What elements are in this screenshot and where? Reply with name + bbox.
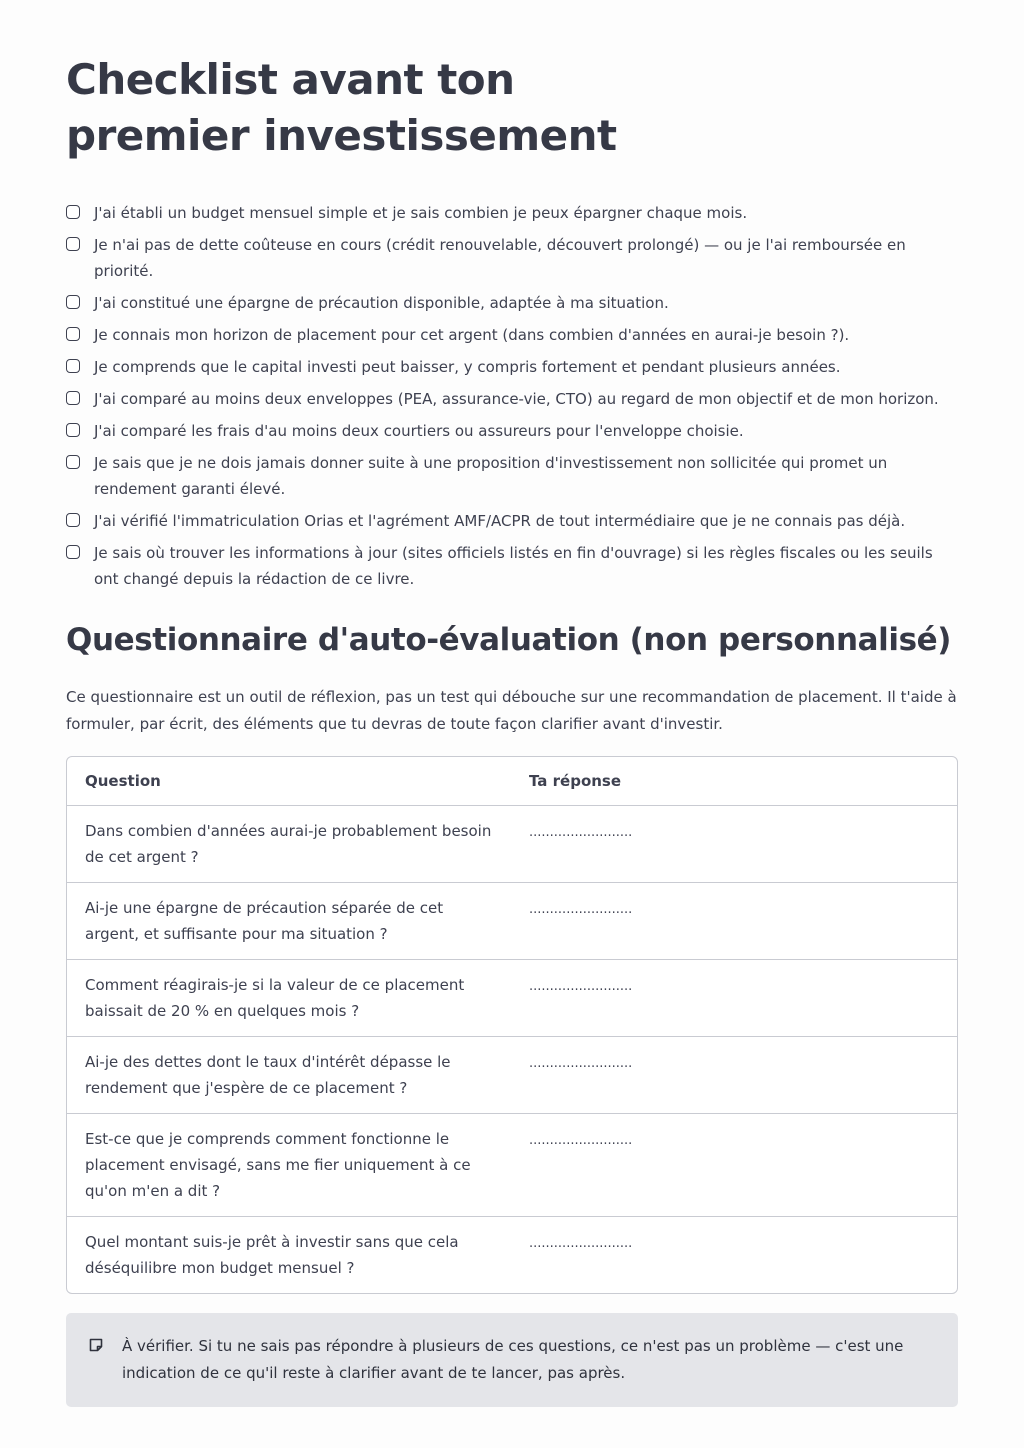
table-row [67, 883, 957, 960]
answer-cell [511, 1037, 957, 1114]
checklist-item [66, 200, 958, 226]
checkbox[interactable] [66, 423, 80, 437]
table-row [67, 806, 957, 883]
checklist-item-label: J'ai comparé les frais d'au moins deux courtiers ou assureurs pour l'enveloppe choisie. [94, 422, 744, 440]
checklist-item [66, 450, 958, 502]
checklist-item-label: J'ai constitué une épargne de précaution disponible, adaptée à ma situation. [94, 294, 669, 312]
table-row [67, 1037, 957, 1114]
page-title: Checklist avant ton premier investissement [66, 55, 617, 160]
checklist-item-label: Je comprends que le capital investi peut baisser, y compris fortement et pendant plusieurs années. [94, 358, 841, 376]
questionnaire-table [66, 756, 958, 1294]
table-row [67, 960, 957, 1037]
checklist-item [66, 540, 958, 592]
note-text: À vérifier. Si tu ne sais pas répondre à plusieurs de ces questions, ce n'est pas un problème — c'est une indication de ce qu'il reste à clarifier avant de te lancer, pas après. [122, 1337, 904, 1382]
table-row [67, 1114, 957, 1217]
checklist-item [66, 386, 958, 412]
answer-cell [511, 806, 957, 883]
answer-cell [511, 1114, 957, 1217]
question-cell: Quel montant suis-je prêt à investir sans que cela déséquilibre mon budget mensuel ? [85, 1233, 459, 1277]
answer-field[interactable]: ......................... [529, 1236, 633, 1251]
answer-field[interactable]: ......................... [529, 979, 633, 994]
checklist-item [66, 508, 958, 534]
question-cell: Dans combien d'années aurai-je probablement besoin de cet argent ? [67, 806, 511, 883]
answer-field[interactable]: ......................... [529, 1056, 633, 1071]
question-cell: Comment réagirais-je si la valeur de ce placement baissait de 20 % en quelques mois ? [67, 960, 511, 1037]
column-header-question: Question [67, 757, 511, 806]
checkbox[interactable] [66, 391, 80, 405]
checkbox[interactable] [66, 295, 80, 309]
question-cell: Ai-je une épargne de précaution séparée de cet argent, et suffisante pour ma situation ? [67, 883, 511, 960]
checkbox[interactable] [66, 237, 80, 251]
checkbox[interactable] [66, 455, 80, 469]
checklist [66, 200, 958, 592]
checklist-item-label: J'ai vérifié l'immatriculation Orias et l'agrément AMF/ACPR de tout intermédiaire que je ne connais pas déjà. [94, 512, 906, 530]
checklist-item [66, 232, 958, 284]
note-icon [88, 1337, 104, 1353]
checkbox[interactable] [66, 205, 80, 219]
checklist-item [66, 418, 958, 444]
verification-note [66, 1313, 958, 1407]
answer-cell [511, 883, 957, 960]
answer-field[interactable]: ......................... [529, 1133, 633, 1148]
answer-cell [511, 960, 957, 1037]
checklist-item-label: Je connais mon horizon de placement pour cet argent (dans combien d'années en aurai-je besoin ?). [94, 326, 850, 344]
checklist-item-label: Je sais où trouver les informations à jour (sites officiels listés en fin d'ouvrage) si les règles fiscales ou les seuils ont changé depuis la rédaction de ce livre. [94, 544, 933, 588]
checklist-item-label: Je n'ai pas de dette coûteuse en cours (crédit renouvelable, découvert prolongé) — ou je l'ai remboursée en priorité. [94, 236, 906, 280]
answer-cell [511, 1217, 957, 1293]
table-header-row [67, 757, 957, 806]
checklist-item [66, 322, 958, 348]
questionnaire-heading: Questionnaire d'auto-évaluation (non personnalisé) [66, 622, 952, 658]
checklist-item [66, 290, 958, 316]
checklist-item-label: Je sais que je ne dois jamais donner suite à une proposition d'investissement non sollicitée qui promet un rendement garanti élevé. [94, 454, 888, 498]
checkbox[interactable] [66, 513, 80, 527]
checklist-item-label: J'ai comparé au moins deux enveloppes (PEA, assurance-vie, CTO) au regard de mon objectif et de mon horizon. [94, 390, 939, 408]
checklist-item [66, 354, 958, 380]
column-header-answer: Ta réponse [511, 757, 957, 806]
answer-field[interactable]: ......................... [529, 825, 633, 840]
checkbox[interactable] [66, 359, 80, 373]
checkbox[interactable] [66, 545, 80, 559]
table-row [67, 1217, 957, 1293]
question-cell: Est-ce que je comprends comment fonctionne le placement envisagé, sans me fier uniquement à ce qu'on m'en a dit ? [67, 1114, 511, 1217]
checklist-item-label: J'ai établi un budget mensuel simple et je sais combien je peux épargner chaque mois. [94, 204, 748, 222]
document-page [66, 52, 958, 1407]
question-cell: Ai-je des dettes dont le taux d'intérêt dépasse le rendement que j'espère de ce placement ? [67, 1037, 511, 1114]
checkbox[interactable] [66, 327, 80, 341]
questionnaire-intro: Ce questionnaire est un outil de réflexion, pas un test qui débouche sur une recommandation de placement. Il t'aide à formuler, par écrit, des éléments que tu devras de toute façon clarifier avant d'investir. [66, 688, 957, 733]
answer-field[interactable]: ......................... [529, 902, 633, 917]
